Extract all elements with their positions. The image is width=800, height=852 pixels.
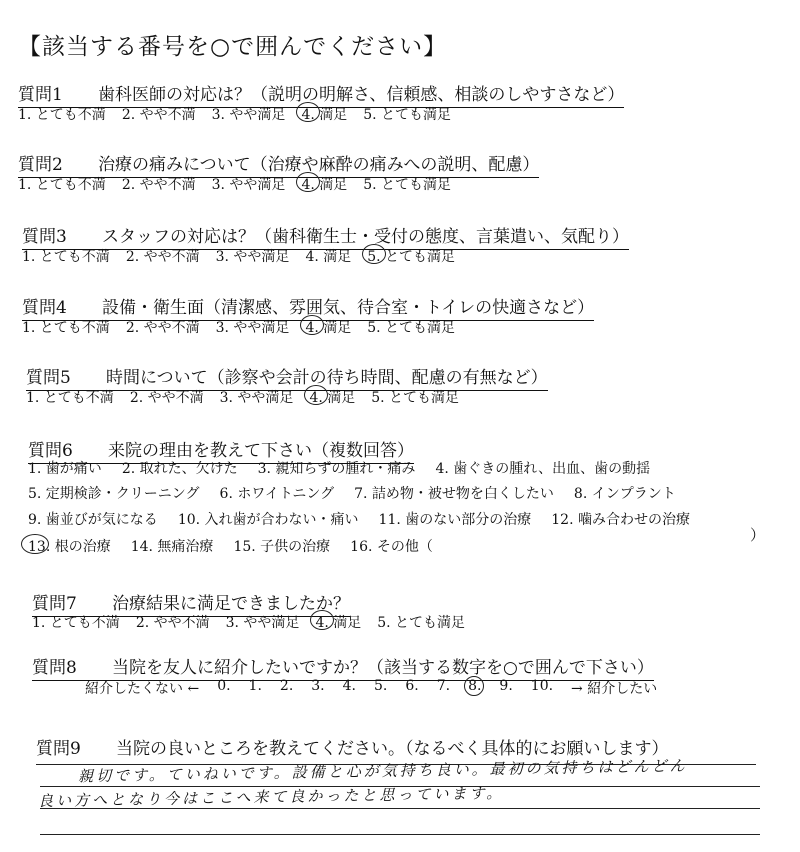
q8-scale (85, 678, 657, 698)
q7-option-1[interactable] (32, 612, 120, 632)
q7-text: 治療結果に満足できましたか？ (112, 594, 350, 614)
q8-title (32, 653, 654, 681)
q1-option-label: 4. 満足 (301, 107, 348, 123)
q4-option-label: 2. やや不満 (125, 320, 200, 336)
q8-scale-value[interactable] (280, 678, 293, 698)
q8-scale-label: 4. (342, 678, 356, 694)
q2-option-label: 1. とても不満 (18, 177, 106, 193)
q2-option-label: 3. やや満足 (211, 177, 286, 193)
q3-number: 質問3 (22, 227, 67, 247)
q6-option-label: 9. 歯並びが気になる (28, 512, 158, 528)
q8-scale-label: 8. (468, 678, 482, 694)
q2-option-label: 2. やや不満 (121, 177, 196, 193)
q1-option-label: 3. やや満足 (211, 107, 286, 123)
q6-row-3 (28, 509, 710, 529)
q7-options (32, 612, 465, 632)
q4-option-label: 4. 満足 (305, 320, 352, 336)
q6-row-4 (28, 536, 453, 556)
q8-scale-label: 5. (373, 678, 388, 694)
q5-text: 時間について（診察や会計の待ち時間、配慮の有無など） (106, 368, 548, 388)
q8-right-label: → 紹介したい (571, 681, 658, 697)
q5-option-2[interactable] (130, 387, 204, 407)
q2-options (18, 174, 451, 194)
q7-option-label: 2. やや不満 (135, 615, 210, 631)
answer-line-4 (40, 834, 760, 835)
q6-option[interactable] (178, 509, 359, 529)
q6-option[interactable] (551, 509, 690, 529)
q6-option[interactable] (131, 536, 214, 556)
q4-option-label: 5. とても満足 (367, 320, 456, 336)
q4-option-1[interactable] (22, 317, 110, 337)
q4-option-3[interactable] (216, 317, 290, 337)
q6-option-label: 10. 入れ歯が合わない・痛い (177, 512, 359, 528)
q8-scale-value[interactable] (499, 678, 512, 698)
q7-option-label: 5. とても満足 (377, 615, 466, 631)
q8-scale-label: 1. (248, 678, 262, 694)
q8-scale-value[interactable] (405, 678, 418, 698)
q2-option-2[interactable] (122, 174, 196, 194)
q3-option-label: 1. とても不満 (22, 249, 110, 265)
q6-option[interactable] (28, 509, 158, 529)
q8-scale-value[interactable] (437, 678, 450, 698)
q3-option-5[interactable] (367, 246, 455, 266)
q3-option-3[interactable] (216, 246, 290, 266)
q2-text: 治療の痛みについて（治療や麻酔の痛みへの説明、配慮） (98, 155, 540, 175)
q6-option[interactable] (354, 483, 554, 503)
q4-text: 設備・衛生面（清潔感、雰囲気、待合室・トイレの快適さなど） (102, 298, 595, 318)
q7-option-label: 4. 満足 (315, 615, 362, 631)
q6-option-label: 8. インプラント (573, 486, 676, 502)
q2-number: 質問2 (18, 155, 63, 175)
q9-answer-line-2: 良い方へとなり今はここへ来て良かったと思っています。 (37, 783, 505, 811)
q5-option-1[interactable] (26, 387, 114, 407)
q5-number: 質問5 (26, 368, 71, 388)
q2-option-3[interactable] (212, 174, 286, 194)
q2-option-1[interactable] (18, 174, 106, 194)
q4-option-2[interactable] (126, 317, 200, 337)
q6-option-label: 1. 歯が痛い (28, 461, 102, 477)
q8-scale-value[interactable] (531, 678, 553, 698)
q6-option-label: 4. 歯ぐきの腫れ、出血、歯の動揺 (435, 461, 651, 477)
q5-option-label: 1. とても不満 (26, 390, 114, 406)
q8-scale-value[interactable] (217, 678, 230, 698)
q6-row-2 (28, 483, 696, 503)
q6-option-label: 16. その他（ (350, 539, 433, 555)
q8-text: 当院を友人に紹介したいですか？（該当する数字を○で囲んで下さい） (112, 658, 654, 678)
q5-option-label: 2. やや不満 (129, 390, 204, 406)
q6-option-label: 15. 子供の治療 (233, 539, 331, 555)
q2-option-label: 4. 満足 (301, 177, 348, 193)
q6-number: 質問6 (28, 441, 73, 461)
q8-scale-label: 10. (530, 678, 554, 694)
q6-option[interactable] (258, 458, 416, 478)
q3-option-label: 5. とても満足 (367, 249, 456, 265)
answer-line-3 (40, 808, 760, 809)
q6-option[interactable] (28, 483, 200, 503)
q1-option-label: 5. とても満足 (363, 107, 452, 123)
q5-option-4[interactable] (309, 387, 355, 407)
q8-left-label: 紹介したくない ← (85, 681, 200, 697)
q4-options (22, 317, 455, 337)
q1-option-4[interactable] (301, 104, 347, 124)
q3-option-label: 4. 満足 (305, 249, 352, 265)
q7-option-3[interactable] (226, 612, 300, 632)
q3-option-label: 2. やや不満 (125, 249, 200, 265)
q7-option-label: 3. やや満足 (225, 615, 300, 631)
q6-option[interactable] (379, 509, 532, 529)
q6-option-label: 12. 噛み合わせの治療 (551, 512, 690, 528)
q4-option-label: 3. やや満足 (215, 320, 290, 336)
q1-option-3[interactable] (212, 104, 286, 124)
q8-scale-label: 7. (436, 678, 451, 694)
q1-option-2[interactable] (122, 104, 196, 124)
q1-option-label: 2. やや不満 (121, 107, 196, 123)
q6-option[interactable] (220, 483, 335, 503)
q6-option[interactable] (122, 458, 238, 478)
q8-number: 質問8 (32, 658, 77, 678)
q8-scale-label: 0. (217, 678, 231, 694)
q5-option-label: 3. やや満足 (219, 390, 294, 406)
q8-scale-value[interactable] (249, 678, 262, 698)
q5-option-label: 4. 満足 (309, 390, 356, 406)
q8-scale-value[interactable] (374, 678, 387, 698)
q3-option-label: 3. やや満足 (215, 249, 290, 265)
q8-scale-value[interactable] (468, 678, 481, 698)
q1-option-5[interactable] (363, 104, 451, 124)
q7-option-label: 1. とても不満 (32, 615, 120, 631)
q6-text: 来院の理由を教えて下さい（複数回答） (108, 441, 414, 461)
q7-option-2[interactable] (136, 612, 210, 632)
q6-option-label: 6. ホワイトニング (219, 486, 335, 502)
q4-option-label: 1. とても不満 (22, 320, 110, 336)
q1-options (18, 104, 451, 124)
q9-number: 質問9 (36, 739, 81, 759)
q3-option-2[interactable] (126, 246, 200, 266)
q5-options (26, 387, 459, 407)
q6-option[interactable] (28, 458, 102, 478)
q6-option[interactable] (28, 536, 111, 556)
q6-option-label: 13. 根の治療 (28, 539, 111, 555)
q5-option-3[interactable] (220, 387, 294, 407)
q1-text: 歯科医師の対応は？（説明の明解さ、信頼感、相談のしやすさなど） (98, 85, 625, 105)
q3-options (22, 246, 455, 266)
q8-scale-label: 9. (499, 678, 513, 694)
q8-scale-value[interactable] (343, 678, 356, 698)
q8-scale-value[interactable] (311, 678, 324, 698)
q9-answer-line-1: 親切です。ていねいです。設備と心が気持ち良い。最初の気持ちはどんどん (77, 756, 688, 786)
q1-option-1[interactable] (18, 104, 106, 124)
q7-option-4[interactable] (315, 612, 361, 632)
q6-close-paren: ） (750, 526, 766, 544)
q7-number: 質問7 (32, 594, 77, 614)
q9-text: 当院の良いところを教えてください。（なるべく具体的にお願いします） (116, 739, 669, 759)
q6-option-label: 5. 定期検診・クリーニング (28, 486, 200, 502)
q1-number: 質問1 (18, 85, 63, 105)
q3-option-1[interactable] (22, 246, 110, 266)
q8-scale-label: 6. (405, 678, 419, 694)
q4-option-5[interactable] (367, 317, 455, 337)
q4-option-4[interactable] (305, 317, 351, 337)
q6-option-label: 11. 歯のない部分の治療 (378, 512, 532, 528)
q6-option[interactable] (574, 483, 676, 503)
q1-option-label: 1. とても不満 (18, 107, 106, 123)
q6-row-1 (28, 458, 670, 478)
selection-circle (464, 676, 484, 696)
q2-option-label: 5. とても満足 (363, 177, 452, 193)
q6-option-label: 7. 詰め物・被せ物を白くしたい (354, 486, 554, 502)
q2-option-4[interactable] (301, 174, 347, 194)
q6-option[interactable] (435, 458, 650, 478)
q5-option-label: 5. とても満足 (371, 390, 460, 406)
selection-circle (21, 534, 49, 554)
q6-option[interactable] (233, 536, 330, 556)
q5-option-5[interactable] (371, 387, 459, 407)
q8-scale-label: 3. (311, 678, 325, 694)
page-heading: 【該当する番号を○で囲んでください】 (18, 34, 448, 60)
q3-option-4[interactable] (305, 246, 351, 266)
q6-option[interactable] (350, 536, 433, 556)
q6-option-label: 14. 無痛治療 (130, 539, 214, 555)
q8-scale-label: 2. (279, 678, 294, 694)
q6-option-label: 2. 取れた、欠けた (121, 461, 238, 477)
q2-option-5[interactable] (363, 174, 451, 194)
q3-text: スタッフの対応は？（歯科衛生士・受付の態度、言葉遣い、気配り） (102, 227, 629, 247)
q7-option-5[interactable] (377, 612, 465, 632)
q6-option-label: 3. 親知らずの腫れ・痛み (257, 461, 416, 477)
q4-number: 質問4 (22, 298, 67, 318)
